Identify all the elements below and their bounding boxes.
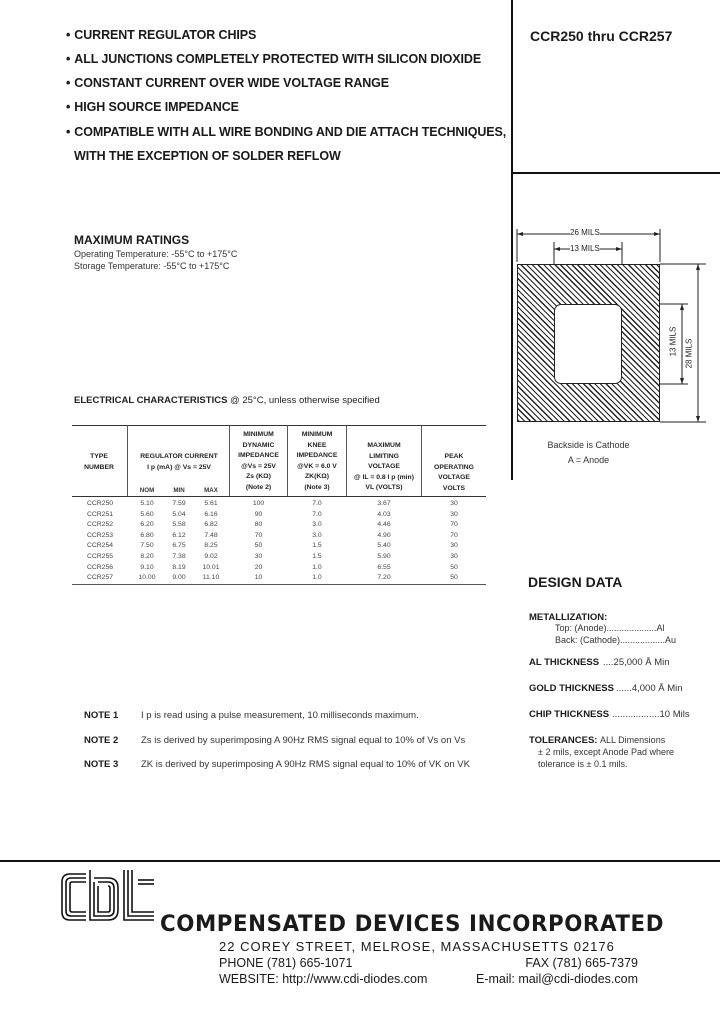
table-cell: 10	[254, 574, 263, 582]
table-cell: 70	[450, 521, 458, 529]
table-row	[0, 541, 500, 551]
table-cell: 8.25	[204, 542, 218, 550]
table-cell: 100	[252, 500, 265, 507]
table-cell: 7.50	[140, 542, 154, 550]
table-cell: 30	[254, 553, 263, 560]
table-cell: 70	[254, 531, 263, 539]
table-row	[0, 531, 500, 541]
chip-thickness-value: ..................10 Mils	[612, 709, 690, 720]
frame-divider-header	[511, 172, 720, 174]
type-number-cell: CCR256	[86, 563, 114, 571]
frame-divider-footer	[0, 860, 720, 862]
note-1-text: I p is read using a pulse measurement, 10 milliseconds maximum.	[141, 710, 419, 721]
col-header-type: TYPE NUMBER	[84, 453, 114, 471]
tolerances-line-2: ± 2 mils, except Anode Pad where	[538, 747, 675, 757]
table-cell: 90	[254, 510, 263, 518]
table-cell: 6.20	[140, 521, 154, 529]
design-data-heading: DESIGN DATA	[528, 574, 623, 590]
table-cell: 7.38	[172, 553, 186, 560]
table-row	[0, 563, 500, 573]
table-cell: 7.20	[377, 574, 391, 582]
table-cell: 7.0	[312, 510, 322, 518]
table-cell: 10.01	[202, 563, 220, 571]
chip-thickness-label: CHIP THICKNESS	[529, 709, 610, 720]
gold-thickness-label: GOLD THICKNESS	[529, 683, 614, 694]
tolerances-line-1: ALL Dimensions	[600, 735, 666, 745]
storage-temperature: Storage Temperature: -55°C to +175°C	[74, 261, 230, 271]
die-caption-backside: Backside is Cathode	[547, 440, 630, 450]
table-row	[0, 520, 500, 530]
note-2-text: Zs is derived by superimposing A 90Hz RMS signal equal to 10% of Vs on Vs	[141, 735, 466, 746]
table-header-rule	[72, 496, 486, 497]
table-cell: 30	[450, 553, 458, 560]
table-cell: 30	[450, 542, 458, 550]
die-caption-anode: A = Anode	[567, 455, 610, 465]
table-col-divider	[127, 425, 128, 496]
table-cell: 5.40	[377, 542, 391, 550]
feature-5: • COMPATIBLE WITH ALL WIRE BONDING AND DIE ATTACH TECHNIQUES,	[66, 125, 507, 139]
al-thickness-label: AL THICKNESS	[529, 657, 600, 668]
table-cell: 6.55	[377, 563, 391, 571]
table-cell: 5.10	[140, 500, 154, 507]
gold-thickness-value: ......4,000 Å Min	[616, 683, 683, 694]
table-cell: 7.0	[312, 500, 322, 507]
table-row	[0, 499, 500, 509]
table-cell: 1.5	[312, 553, 322, 560]
tolerances-line-3: tolerance is ± 0.1 mils.	[538, 759, 628, 769]
table-bottom-rule	[72, 584, 486, 585]
table-cell: 50	[450, 563, 458, 571]
table-cell: 6.12	[172, 531, 186, 539]
table-cell: 80	[254, 521, 263, 529]
table-cell: 11.10	[202, 574, 220, 582]
type-number-cell: CCR255	[86, 553, 114, 560]
table-cell: 20	[254, 563, 263, 571]
metallization-label: METALLIZATION:	[529, 612, 608, 623]
feature-3: • CONSTANT CURRENT OVER WIDE VOLTAGE RANGE	[66, 76, 390, 90]
table-cell: 7.59	[172, 500, 186, 507]
tolerances-label: TOLERANCES:	[529, 735, 598, 746]
type-number-cell: CCR253	[86, 531, 114, 539]
table-cell: 9.00	[172, 574, 186, 582]
anode-pad	[554, 304, 622, 384]
die-width-label: 26 MILS	[570, 228, 600, 237]
col-header-regulator-current: REGULATOR CURRENT I p (mA) @ Vs = 25V	[140, 453, 218, 471]
website-link[interactable]: WEBSITE: http://www.cdi-diodes.com	[219, 972, 428, 986]
table-cell: 3.67	[377, 500, 391, 507]
table-cell: 4.03	[377, 510, 391, 518]
max-ratings-heading: MAXIMUM RATINGS	[74, 233, 190, 247]
feature-4: • HIGH SOURCE IMPEDANCE	[66, 100, 239, 114]
feature-5-continuation: WITH THE EXCEPTION OF SOLDER REFLOW	[74, 149, 341, 163]
table-row	[0, 510, 500, 520]
table-cell: 9.02	[204, 553, 218, 560]
metallization-top: Top: (Anode)....................Al	[555, 623, 665, 633]
table-cell: 5.61	[204, 500, 218, 507]
col-header-peak-voltage: PEAK OPERATING VOLTAGE VOLTS	[434, 453, 474, 492]
table-cell: 4.90	[377, 531, 391, 539]
table-cell: 70	[450, 531, 458, 539]
note-2-label: NOTE 2	[84, 735, 119, 746]
table-row	[0, 552, 500, 562]
note-3-label: NOTE 3	[84, 759, 119, 770]
table-top-rule	[72, 425, 486, 426]
table-cell: 6.82	[204, 521, 218, 529]
table-cell: 5.90	[377, 553, 391, 560]
company-address: 22 COREY STREET, MELROSE, MASSACHUSETTS 02176	[219, 939, 615, 954]
table-row	[0, 573, 500, 583]
table-cell: 3.0	[312, 531, 322, 539]
table-cell: 7.48	[204, 531, 218, 539]
table-cell: 50	[254, 542, 263, 550]
table-cell: 5.60	[140, 510, 154, 518]
table-cell: 6.16	[204, 510, 218, 518]
table-cell: 3.0	[312, 521, 322, 529]
col-header-dynamic-impedance: MINIMUM DYNAMIC IMPEDANCE @Vs = 25V Zs (KΩ) (Note 2)	[238, 431, 279, 491]
type-number-cell: CCR252	[86, 521, 114, 529]
die-height-label: 28 MILS	[684, 338, 694, 369]
operating-temperature: Operating Temperature: -55°C to +175°C	[74, 249, 238, 259]
email-link[interactable]: E-mail: mail@cdi-diodes.com	[475, 972, 638, 986]
fax-number: FAX (781) 665-7379	[525, 956, 638, 970]
subheader-nom: NOM	[139, 487, 155, 494]
table-cell: 10.00	[138, 574, 156, 582]
table-cell: 8.19	[172, 563, 186, 571]
subheader-max: MAX	[204, 487, 218, 494]
type-number-cell: CCR257	[86, 574, 114, 582]
die-pad-width-label: 13 MILS	[570, 244, 600, 253]
type-number-cell: CCR250	[86, 500, 114, 507]
note-3-text: ZK is derived by superimposing A 90Hz RMS signal equal to 10% of VK on VK	[141, 759, 470, 770]
table-cell: 1.0	[312, 574, 322, 582]
metallization-back: Back: (Cathode)..................Au	[555, 635, 677, 645]
feature-2: • ALL JUNCTIONS COMPLETELY PROTECTED WITH SILICON DIOXIDE	[66, 52, 482, 66]
type-number-cell: CCR251	[86, 510, 114, 518]
table-cell: 9.10	[140, 563, 154, 571]
table-cell: 4.46	[377, 521, 391, 529]
feature-1: • CURRENT REGULATOR CHIPS	[66, 28, 257, 42]
col-header-knee-impedance: MINIMUM KNEE IMPEDANCE @VK = 6.0 V ZK(KΩ) (Note 3)	[296, 431, 338, 491]
table-cell: 30	[450, 510, 458, 518]
table-cell: 5.58	[172, 521, 186, 529]
table-cell: 50	[450, 574, 458, 582]
table-cell: 6.75	[172, 542, 186, 550]
cdi-logo	[56, 866, 158, 928]
die-pad-height-label: 13 MILS	[668, 326, 678, 357]
table-cell: 1.0	[312, 563, 322, 571]
table-cell: 30	[450, 500, 458, 507]
col-header-limiting-voltage: MAXIMUM LIMITING VOLTAGE @ IL = 0.8 I p (min) VL (VOLTS)	[354, 442, 414, 491]
table-cell: 6.80	[140, 531, 154, 539]
al-thickness-value: ....25,000 Å Min	[603, 657, 670, 668]
table-cell: 1.5	[312, 542, 322, 550]
note-1-label: NOTE 1	[84, 710, 119, 721]
electrical-heading: ELECTRICAL CHARACTERISTICS @ 25°C, unless otherwise specified	[74, 395, 380, 406]
subheader-min: MIN	[173, 487, 185, 494]
phone-number: PHONE (781) 665-1071	[219, 956, 353, 970]
table-cell: 5.04	[172, 510, 186, 518]
table-cell: 8.20	[140, 553, 154, 560]
company-name: COMPENSATED DEVICES INCORPORATED	[160, 912, 664, 937]
document-title: CCR250 thru CCR257	[530, 28, 673, 44]
type-number-cell: CCR254	[86, 542, 114, 550]
